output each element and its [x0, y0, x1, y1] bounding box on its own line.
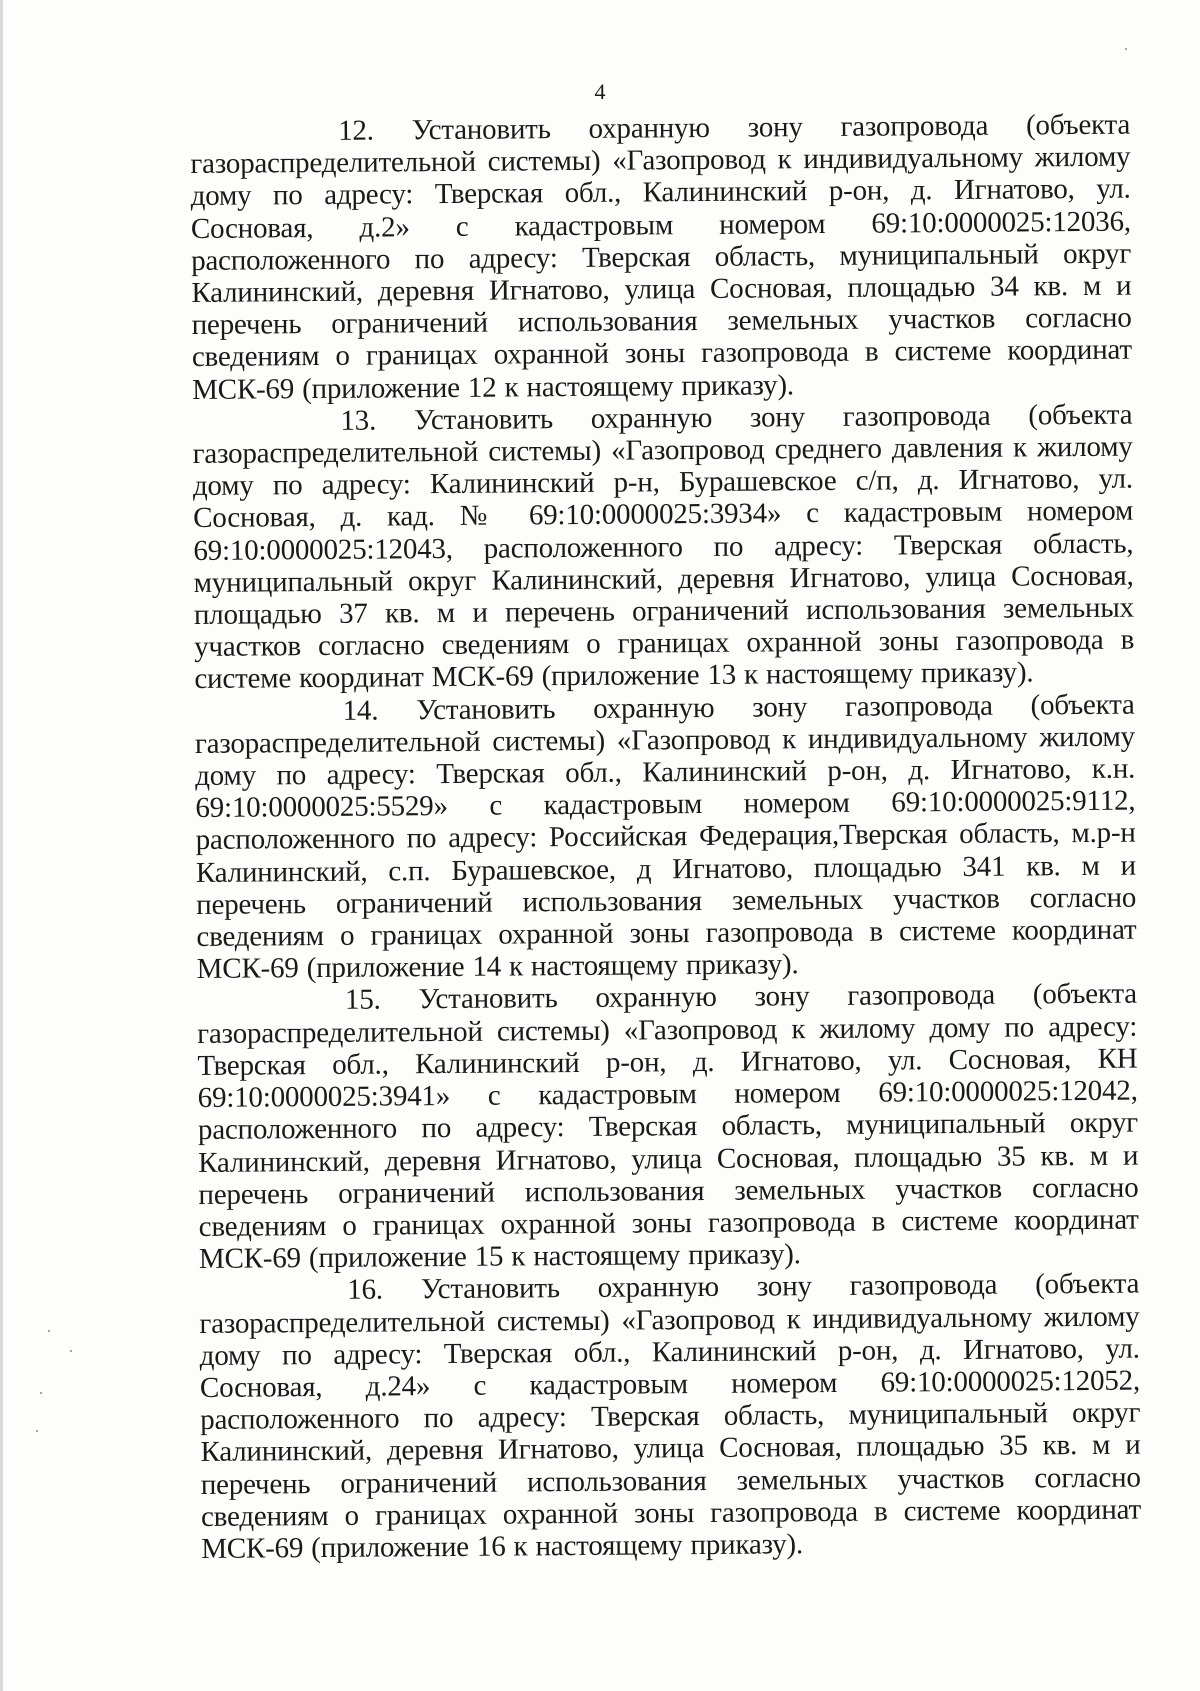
clause-13 — [192, 398, 1134, 695]
scan-speck — [1125, 48, 1127, 50]
clause-text: Установить охранную зону газопровода (объекта газораспределительной системы) «Газопровод среднего давления к жилому дому по адресу: Калининский р-н, Бурашевское с/п, д. Игнатово, ул. Сосновая, д. кад. № 69:10:0000025:3934» с кадастровым номером 69:10:0000025:12043, расположенного по адресу: Тверская область, муниципальный округ Калининский, деревня Игнатово, улица Сосновая, площадью 37 кв. м и перечень ограничений использования земельных участков согласно сведениям о границах охранной зоны газопровода в системе координат МСК-69 (приложение 13 к настоящему приказу). — [192, 398, 1135, 696]
clause-number: 13. — [340, 404, 377, 437]
clause-16 — [199, 1268, 1141, 1565]
clause-number: 15. — [344, 984, 381, 1017]
page-number: 4 — [594, 79, 606, 104]
clause-number: 14. — [342, 694, 379, 727]
document-body — [190, 109, 1141, 1565]
clause-number: 16. — [347, 1273, 384, 1307]
clause-text: Установить охранную зону газопровода (объекта газораспределительной системы) «Газопровод к индивидуальному жилому дому по адресу: Тверская обл., Калининский р-он, д. Игнатово, ул. Сосновая, д.2» с кадастровым номером 69:10:0000025:12036, расположенного по адресу: Тверская область, муниципальный округ Калининский, деревня Игнатово, улица Сосновая, площадью 34 кв. м и перечень ограничений использования земельных участков согласно сведениям о границах охранной зоны газопровода в системе координат МСК-69 (приложение 12 к настоящему приказу). — [190, 108, 1132, 406]
clause-text: Установить охранную зону газопровода (объекта газораспределительной системы) «Газопровод к индивидуальному жилому дому по адресу: Тверская обл., Калининский р-он, д. Игнатово, к.н. 69:10:0000025:5529» с кадастровым номером 69:10:0000025:9112, расположенного по адресу: Российская Федерация,Тверская область, м.р-н Калининский, с.п. Бурашевское, д Игнатово, площадью 341 кв. м и перечень ограничений использования земельных участков согласно сведениям о границах охранной зоны газопровода в системе координат МСК-69 (приложение 14 к настоящему приказу). — [194, 688, 1137, 986]
scan-edge — [0, 0, 3, 1691]
scan-speck — [40, 1392, 42, 1394]
clause-15 — [197, 978, 1139, 1275]
clause-number: 12. — [337, 114, 374, 147]
clause-14 — [195, 688, 1137, 985]
scan-speck — [48, 1330, 50, 1332]
clause-text: Установить охранную зону газопровода (объекта газораспределительной системы) «Газопровод к индивидуальному жилому дому по адресу: Тверская обл., Калининский р-он, д. Игнатово, ул. Сосновая, д.24» с кадастровым номером 69:10:0000025:12052, расположенного по адресу: Тверская область, муниципальный округ Калининский, деревня Игнатово, улица Сосновая, площадью 35 кв. м и перечень ограничений использования земельных участков согласно сведениям о границах охранной зоны газопровода в системе координат МСК-69 (приложение 16 к настоящему приказу). — [199, 1267, 1142, 1565]
clause-text: Установить охранную зону газопровода (объекта газораспределительной системы) «Газопровод к жилому дому по адресу: Тверская обл., Калининский р-он, д. Игнатово, ул. Сосновая, КН 69:10:0000025:3941» с кадастровым номером 69:10:0000025:12042, расположенного по адресу: Тверская область, муниципальный округ Калининский, деревня Игнатово, улица Сосновая, площадью 35 кв. м и перечень ограничений использования земельных участков согласно сведениям о границах охранной зоны газопровода в системе координат МСК-69 (приложение 15 к настоящему приказу). — [197, 978, 1139, 1276]
clause-12 — [190, 109, 1132, 406]
scan-speck — [36, 1430, 38, 1432]
scan-speck — [70, 1350, 72, 1352]
